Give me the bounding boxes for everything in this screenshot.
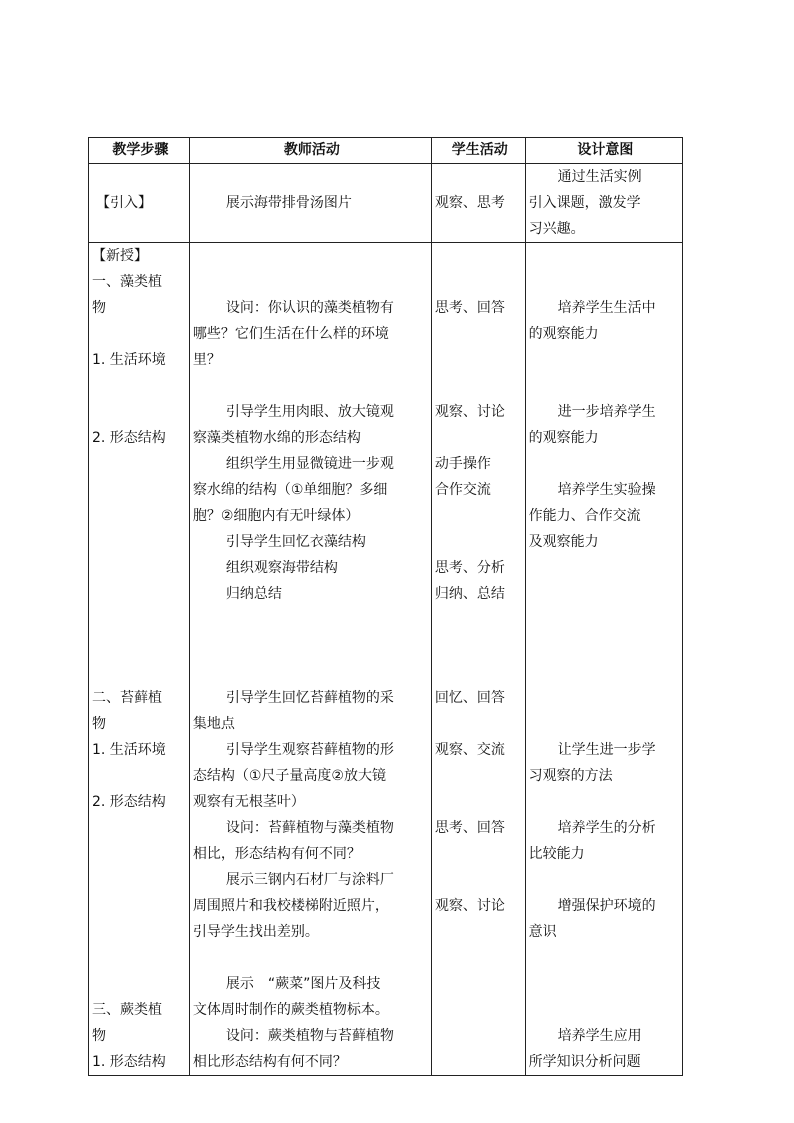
step-line bbox=[92, 373, 189, 399]
student-line: 思考、分析 bbox=[434, 560, 505, 576]
step-line bbox=[92, 321, 189, 347]
main-design-cell bbox=[525, 243, 682, 1076]
student-line bbox=[435, 529, 525, 555]
student-line bbox=[435, 243, 525, 269]
student-line bbox=[435, 607, 525, 633]
student-line bbox=[435, 867, 525, 893]
teacher-line: 组织观察海带结构 bbox=[225, 560, 338, 576]
teacher-line: 引导学生用肉眼、放大镜观 bbox=[225, 404, 394, 420]
design-line bbox=[529, 867, 682, 893]
student-line bbox=[435, 789, 525, 815]
intro-design-line: 习兴趣。 bbox=[528, 221, 585, 237]
design-line: 进一步培养学生 bbox=[557, 404, 656, 420]
design-line bbox=[529, 451, 682, 477]
teacher-line: 文体周时制作的蕨类植物标本。 bbox=[192, 1002, 389, 1018]
teacher-line bbox=[193, 373, 431, 399]
design-line: 及观察能力 bbox=[528, 534, 599, 550]
teacher-line: 引导学生找出差别。 bbox=[192, 924, 319, 940]
student-line bbox=[435, 373, 525, 399]
teacher-line: 相比，形态结构有何不同？ bbox=[192, 846, 361, 862]
step-line: 三、蕨类植 bbox=[92, 1002, 162, 1018]
step-line: 1. 生活环境 bbox=[92, 742, 166, 758]
teacher-line: 展示 “蕨菜”图片及科技 bbox=[225, 976, 381, 992]
student-line: 回忆、回答 bbox=[434, 690, 505, 706]
step-line bbox=[92, 815, 189, 841]
step-line: 2. 形态结构 bbox=[92, 794, 166, 810]
design-line: 培养学生实验操 bbox=[557, 482, 656, 498]
design-line: 的观察能力 bbox=[528, 430, 599, 446]
teacher-line: 周围照片和我校楼梯附近照片， bbox=[192, 898, 389, 914]
student-line bbox=[435, 269, 525, 295]
teacher-line: 设问：蕨类植物与苔藓植物 bbox=[225, 1028, 394, 1044]
design-line bbox=[529, 269, 682, 295]
step-line bbox=[92, 555, 189, 581]
teacher-line bbox=[193, 945, 431, 971]
step-line: 物 bbox=[92, 716, 106, 732]
step-line bbox=[92, 945, 189, 971]
teacher-line: 归纳总结 bbox=[225, 586, 282, 602]
student-line bbox=[435, 711, 525, 737]
design-line: 增强保护环境的 bbox=[557, 898, 656, 914]
design-line: 的观察能力 bbox=[528, 326, 599, 342]
intro-step-label: 【引入】 bbox=[96, 195, 152, 211]
student-line bbox=[435, 321, 525, 347]
teacher-line: 哪些？它们生活在什么样的环境 bbox=[192, 326, 389, 342]
design-line bbox=[529, 581, 682, 607]
teacher-line: 察水绵的结构（①单细胞？多细 bbox=[192, 482, 388, 498]
intro-student bbox=[431, 164, 525, 243]
step-line: 【新授】 bbox=[92, 248, 148, 264]
intro-teacher bbox=[189, 164, 431, 243]
design-line bbox=[529, 659, 682, 685]
step-line: 物 bbox=[92, 300, 106, 316]
student-line: 合作交流 bbox=[434, 482, 491, 498]
design-line: 习观察的方法 bbox=[528, 768, 613, 784]
teacher-line: 设问：你认识的藻类植物有 bbox=[225, 300, 394, 316]
main-teacher-cell bbox=[189, 243, 431, 1076]
step-line bbox=[92, 867, 189, 893]
teacher-line: 相比形态结构有何不同？ bbox=[192, 1054, 347, 1070]
teacher-line: 胞？②细胞内有无叶绿体） bbox=[192, 508, 360, 524]
teacher-line: 察藻类植物水绵的形态结构 bbox=[192, 430, 361, 446]
student-line bbox=[435, 659, 525, 685]
student-line bbox=[435, 347, 525, 373]
design-line bbox=[529, 997, 682, 1023]
design-line bbox=[529, 607, 682, 633]
teacher-line bbox=[193, 633, 431, 659]
step-line bbox=[92, 451, 189, 477]
teacher-line: 里？ bbox=[192, 352, 221, 368]
step-line bbox=[92, 971, 189, 997]
step-line: 2. 形态结构 bbox=[92, 430, 166, 446]
design-line bbox=[529, 243, 682, 269]
design-line: 作能力、合作交流 bbox=[528, 508, 641, 524]
teacher-line: 集地点 bbox=[192, 716, 235, 732]
design-line bbox=[529, 373, 682, 399]
header-row bbox=[89, 138, 683, 164]
lesson-plan-table bbox=[88, 137, 683, 1076]
intro-step bbox=[89, 164, 190, 243]
step-line bbox=[92, 633, 189, 659]
step-line bbox=[92, 399, 189, 425]
teacher-line: 观察有无根茎叶） bbox=[192, 794, 305, 810]
teacher-line bbox=[193, 607, 431, 633]
design-line: 培养学生生活中 bbox=[557, 300, 656, 316]
main-row bbox=[89, 243, 683, 1076]
intro-design bbox=[525, 164, 682, 243]
student-line: 思考、回答 bbox=[434, 820, 505, 836]
student-line bbox=[435, 763, 525, 789]
design-line bbox=[529, 971, 682, 997]
teacher-line: 展示三钢内石材厂与涂料厂 bbox=[225, 872, 394, 888]
step-line bbox=[92, 529, 189, 555]
main-steps-cell bbox=[89, 243, 190, 1076]
step-line bbox=[92, 659, 189, 685]
step-line: 1. 生活环境 bbox=[92, 352, 166, 368]
design-line bbox=[529, 685, 682, 711]
design-line bbox=[529, 945, 682, 971]
header-design: 设计意图 bbox=[525, 138, 682, 164]
main-student-cell bbox=[431, 243, 525, 1076]
student-line bbox=[435, 633, 525, 659]
design-line: 意识 bbox=[528, 924, 557, 940]
design-line bbox=[529, 555, 682, 581]
step-line: 1. 形态结构 bbox=[92, 1054, 166, 1070]
student-line: 观察、讨论 bbox=[434, 898, 505, 914]
design-line: 培养学生的分析 bbox=[557, 820, 656, 836]
teacher-line: 设问：苔藓植物与藻类植物 bbox=[225, 820, 394, 836]
student-line: 观察、讨论 bbox=[434, 404, 505, 420]
student-line bbox=[435, 503, 525, 529]
teacher-line: 引导学生观察苔藓植物的形 bbox=[225, 742, 394, 758]
design-line: 培养学生应用 bbox=[557, 1028, 642, 1044]
intro-teacher-text: 展示海带排骨汤图片 bbox=[225, 195, 352, 211]
design-line: 让学生进一步学 bbox=[557, 742, 656, 758]
step-line bbox=[92, 841, 189, 867]
step-line: 一、藻类植 bbox=[92, 274, 162, 290]
intro-row bbox=[89, 164, 683, 243]
student-line: 动手操作 bbox=[434, 456, 491, 472]
step-line bbox=[92, 893, 189, 919]
header-steps: 教学步骤 bbox=[89, 138, 190, 164]
step-line bbox=[92, 919, 189, 945]
intro-design-line: 通过生活实例 bbox=[557, 169, 642, 185]
teacher-line bbox=[193, 243, 431, 269]
step-line bbox=[92, 581, 189, 607]
step-line bbox=[92, 763, 189, 789]
step-line: 二、苔藓植 bbox=[92, 690, 162, 706]
teacher-line: 态结构（①尺子量高度②放大镜 bbox=[192, 768, 386, 784]
step-line: 物 bbox=[92, 1028, 106, 1044]
teacher-line: 引导学生回忆苔藓植物的采 bbox=[225, 690, 394, 706]
design-line: 所学知识分析问题 bbox=[528, 1054, 641, 1070]
student-line: 观察、交流 bbox=[434, 742, 505, 758]
student-line: 归纳、总结 bbox=[434, 586, 505, 602]
teacher-line bbox=[193, 659, 431, 685]
header-student: 学生活动 bbox=[431, 138, 525, 164]
step-line bbox=[92, 477, 189, 503]
student-line: 思考、回答 bbox=[434, 300, 505, 316]
design-line bbox=[529, 347, 682, 373]
intro-design-line: 引入课题，激发学 bbox=[528, 195, 641, 211]
student-line bbox=[435, 425, 525, 451]
design-line bbox=[529, 711, 682, 737]
design-line bbox=[529, 789, 682, 815]
teacher-line bbox=[193, 269, 431, 295]
header-teacher: 教师活动 bbox=[189, 138, 431, 164]
step-line bbox=[92, 607, 189, 633]
intro-student-text: 观察、思考 bbox=[434, 195, 505, 211]
design-line: 比较能力 bbox=[528, 846, 585, 862]
step-line bbox=[92, 503, 189, 529]
student-line bbox=[435, 841, 525, 867]
teacher-line: 组织学生用显微镜进一步观 bbox=[225, 456, 394, 472]
teacher-line: 引导学生回忆衣藻结构 bbox=[225, 534, 366, 550]
design-line bbox=[529, 633, 682, 659]
